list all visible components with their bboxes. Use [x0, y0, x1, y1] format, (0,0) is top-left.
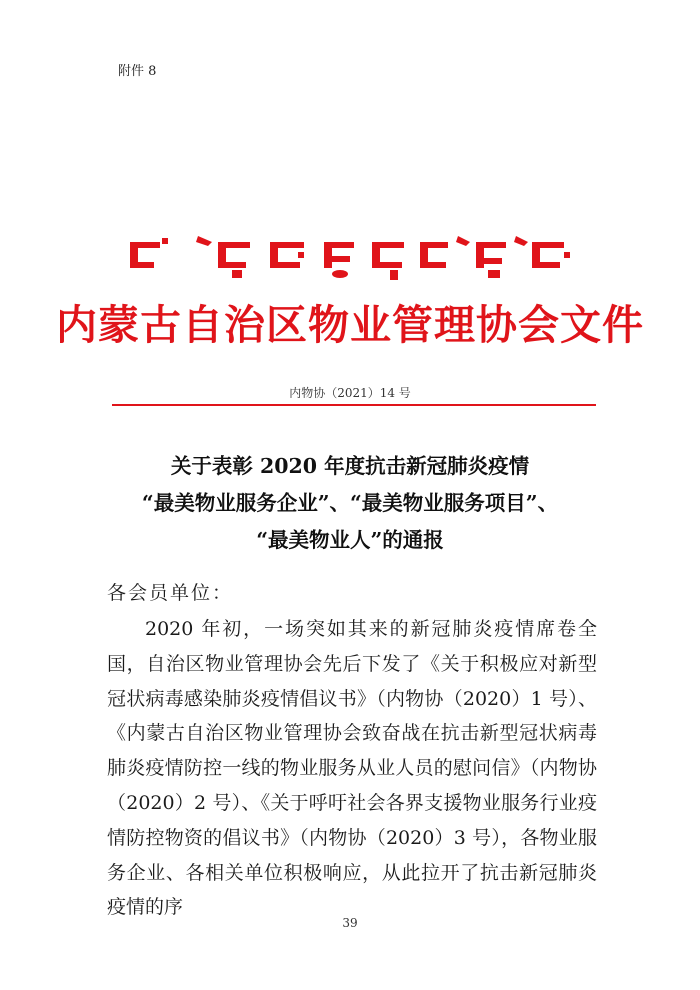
- body-paragraph: 2020 年初，一场突如其来的新冠肺炎疫情席卷全国，自治区物业管理协会先后下发了《关于积极应对新型冠状病毒感染肺炎疫情倡议书》（内物协（2020）1 号）、《内蒙古自治区物业管理协会致奋战在抗击新型冠状病毒肺炎疫情防控一线的物业服务从业人员的慰问信》（内物协（2020）2 号）、《关于呼吁社会各界支援物业服务行业疫情防控物资的倡议书》（内物协（2020）3 号），各物业服务企业、各相关单位积极响应，从此拉开了抗击新冠肺炎疫情的序: [107, 618, 597, 919]
- red-divider: [112, 404, 596, 406]
- document-number: 内物协（2021）14 号: [289, 386, 411, 400]
- page-number: 39: [342, 916, 358, 930]
- notice-title-line-3: “最美物业人”的通报: [256, 528, 444, 552]
- salutation: 各会员单位：: [107, 582, 234, 604]
- notice-title-line-1: 关于表彰 2020 年度抗击新冠肺炎疫情: [170, 454, 530, 478]
- mongolian-script-title: [128, 228, 578, 290]
- attachment-label: 附件 8: [118, 64, 157, 79]
- org-title: 内蒙古自治区物业管理协会文件: [56, 301, 644, 349]
- notice-title-line-2: “最美物业服务企业”、“最美物业服务项目”、: [141, 491, 559, 515]
